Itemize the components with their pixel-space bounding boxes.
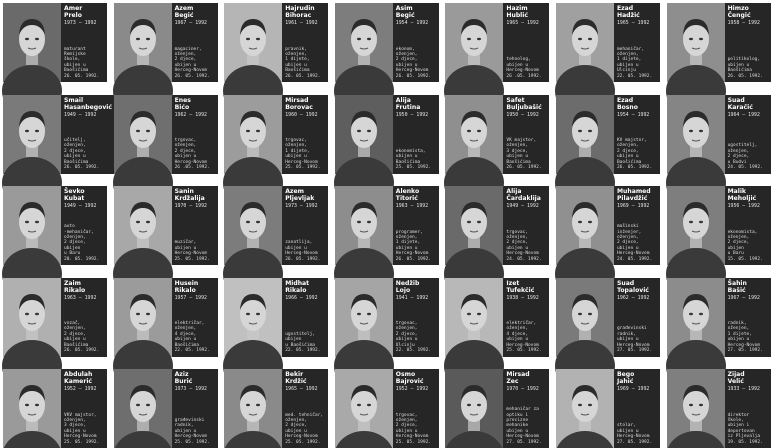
person-description: trgovac, oženjen, 2 djece, ubijen u Herceg-Novom 26 .05. 1992. [174,138,210,171]
person-description: direktor škole, ubijen i deportovan iz Pljevalja 19. 05. 1992. [727,412,763,445]
portrait-photo [114,3,172,82]
person-years: 1969 – 1992 [616,203,650,209]
person-years: 1949 – 1992 [506,203,539,209]
person-description: zanatlija, ubijen u Herceg-Novom 26. 05. 1992. [285,240,321,262]
person-info [393,186,439,265]
person-card [556,369,660,448]
person-description: električar, oženjen, 4 djece, ubijen u Baošićima 22. 05. 1992. [174,321,210,354]
portrait-photo [114,186,172,265]
portrait-photo [335,3,393,82]
person-years: 1965 – 1992 [616,20,650,26]
person-years: 1970 – 1992 [506,386,539,392]
person-name: Hajrudin Bihorac [285,5,315,19]
portrait-photo [667,369,725,448]
person-years: 1963 – 1992 [395,203,429,209]
person-description: učitelj, oženjen, 2 djece, ubijen u Baošićima 26. 05. 1992. [64,138,100,171]
person-description: ugostitelj, oženjen, 2 djece, u Budvi 24. 05. 1992. [727,143,763,171]
portrait-photo [335,369,393,448]
person-card [556,278,660,357]
person-card [3,278,107,357]
portrait-photo [445,278,503,357]
person-description: politikolog, ubijen u Baošićima 26. 05. 1992. [727,57,763,79]
person-description: ugostitelj, ubijen u Baošićima 22. 05. 1992. [285,331,321,354]
person-description: trgovac, oženjen, 2 djece, ubijen u Ulcinju 22. 05. 1992. [395,321,432,354]
person-years: 1973 – 1992 [64,20,97,26]
person-info [61,278,107,357]
person-card [556,95,660,174]
person-years: 1970 – 1992 [174,203,207,209]
person-info [614,278,660,357]
portrait-photo [335,95,393,174]
person-description: auto -mehaničar, oženjen, 2 djece, ubijen u Baru 20. 05. 1992. [64,224,100,262]
person-name: Alija Čardaklija [506,188,541,202]
person-years: 1967 – 1992 [727,294,760,301]
person-card [224,369,328,448]
person-years: 1952 – 1992 [395,386,429,392]
person-years: 1962 – 1992 [616,294,650,301]
person-years: 1964 – 1992 [727,111,760,118]
person-info [503,3,549,82]
person-years: 1952 – 1992 [64,386,97,392]
person-years: 1965 – 1992 [506,20,539,26]
person-description: VK majstor, oženjen, 3 djece, ubijen u Baošićima 26. 05. 1992. [506,138,542,171]
person-years: 1954 – 1992 [616,111,650,118]
person-card [335,3,439,82]
person-card [114,369,218,448]
person-card [224,95,328,174]
person-description: ekonomista, ubijen u Baošićima 25. 05. 1992. [395,148,432,171]
person-info [614,95,660,174]
person-name: Izet Tufekčić [506,279,535,294]
person-card [114,278,218,357]
person-info [61,186,107,265]
person-name: Abdulah Kamerić [64,371,93,385]
portrait-photo [335,278,393,357]
person-info [725,95,771,174]
person-card [445,278,549,357]
person-description: muzičar, ubijen u Herceg-Novom 25. 05. 1992. [174,240,210,262]
person-card [3,186,107,265]
person-years: 1958 – 1992 [727,20,760,26]
person-description: električar, oženjen, 4 djece, ubijen u Herceg-Novom 25. 05. 1992. [506,321,542,354]
person-card [445,186,549,265]
portrait-photo [445,3,503,82]
person-description: trgovac, oženjen, 1 dijete, ubijen u Herceg-Novom 25. 05. 1992. [285,138,321,171]
person-name: Husein Rikalo [174,279,199,294]
person-info [503,186,549,265]
person-name: Bekir Krdžić [285,371,307,385]
person-years: 1967 – 1992 [174,20,207,26]
person-info [61,95,114,174]
portrait-photo [556,186,614,265]
person-info [614,186,660,265]
person-description: med. tehničar, oženjen, 2 djece, ubijen u Herceg-Novom 25. 05. 1992. [285,412,324,445]
person-years: 1938 – 1992 [506,294,539,301]
person-name: Zaim Rikalo [64,279,86,294]
portrait-photo [445,95,503,174]
person-years: 1954 – 1992 [395,20,429,26]
person-years: 1965 – 1992 [285,386,318,392]
person-description: KV majstor, oženjen, 2 djece, ubijen u Baošićima 26. 05. 1992. [616,138,653,171]
person-info [725,369,771,448]
person-info [393,369,439,448]
person-info [393,278,439,357]
person-info [725,186,771,265]
person-name: Smail Hasanbegović [64,96,113,111]
person-description: maturant Remijske škole, ubijen u Baošićima 26. 05. 1992. [64,46,100,79]
portrait-photo [224,369,282,448]
person-description: ekonomista, oženjen, 2 djece, ubijen u Baru 15. 05. 1992. [727,229,763,262]
person-years: 1961 – 1992 [285,20,318,26]
portrait-photo [667,186,725,265]
person-description: stolar, ubijen u Herceg-Novom 27. 05. 1992. [616,423,653,445]
person-years: 1949 – 1992 [64,111,97,118]
person-description: ekonom, oženjen, 2 djece, ubijen u Herceg-Novom 26. 05. 1992. [395,46,432,79]
person-name: Himzo Čengić [727,5,751,19]
person-years: 1960 – 1992 [285,111,318,118]
person-description: vozač, oženjen, 2 djece, ubijen u Baošićima 26. 05. 1992. [64,321,100,354]
person-card [667,186,771,265]
person-description: VKV majstor, oženjen, 3 djece, ubijen u Herceg-Novom 25. 05. 1992. [64,412,100,445]
person-years: 1966 – 1992 [285,294,318,301]
person-name: Alenko Titorić [395,188,420,202]
portrait-photo [224,3,282,82]
person-card [556,3,660,82]
person-description: trgovac, oženjen, 2 djece, ubijen u Herceg-Novom 25. 05. 1992. [395,412,432,445]
person-info [614,369,660,448]
person-description: trgovac, oženjen, 2 djece, ubijen u Herceg-Novom 24. 05. 1992. [506,229,542,262]
person-info [725,278,771,357]
person-info [282,278,328,357]
person-info [172,278,218,357]
person-years: 1963 – 1992 [64,294,97,301]
portrait-photo [3,95,61,174]
person-name: Zijad Velić [727,371,745,385]
portrait-photo [3,369,61,448]
person-name: Suad Karačić [727,96,753,111]
person-years: 1949 – 1992 [64,203,97,209]
person-card [3,369,107,448]
person-years: 1957 – 1992 [174,294,207,301]
person-description: mehaničar, oženjen, 1 dijete, ubijen u Ulcinju 22. 05. 1992. [616,46,653,79]
portrait-photo [335,186,393,265]
person-name: Azem Begić [174,5,194,19]
person-years: 1956 – 1992 [727,203,760,209]
person-name: Alija Frutina [395,96,421,111]
portrait-photo [224,95,282,174]
person-name: Muhamed Pilavdžić [616,188,651,202]
person-card [335,186,439,265]
person-card [3,95,113,174]
person-info [172,95,218,174]
person-description: mašinski inženjer, oženjen, 2 djece, ubijen u Herceg-Novom 24. 05. 1992. [616,224,653,262]
portrait-photo [114,95,172,174]
person-card [667,95,771,174]
person-years: 1962 – 1992 [174,111,207,118]
person-description: tehnolog, ubijen u Herceg-Novom 26 .05. 1992. [506,57,542,79]
person-description: programer, oženjen, 1 dijete, ubijen u Herceg-Novom 26. 05. 1992. [395,229,432,262]
person-name: Hazim Hublić [506,5,528,19]
person-info [172,186,218,265]
person-info [61,3,107,82]
person-name: Sanin Krdžalija [174,188,205,202]
person-info [172,3,218,82]
person-card [445,95,549,174]
portrait-photo [667,95,725,174]
portrait-photo [114,278,172,357]
person-info [503,95,549,174]
portrait-photo [3,3,61,82]
person-name: Enes Bićo [174,96,191,111]
person-description: građevinski radnik, ubijen u Herceg-Novom 27. 05. 1992. [616,326,653,354]
person-info [503,369,549,448]
person-name: Ševko Kubat [64,188,85,202]
person-name: Aziz Burić [174,371,193,385]
person-card [445,3,549,82]
portrait-photo [445,369,503,448]
person-info [282,3,328,82]
person-years: 1933 – 1992 [727,386,760,392]
portrait-photo [3,278,61,357]
person-name: Amer Prelo [64,5,83,19]
person-years: 1941 – 1992 [395,294,429,301]
portrait-photo [556,95,614,174]
person-info [725,3,771,82]
person-name: Malik Meholjić [727,188,757,202]
person-info [393,3,439,82]
person-card [224,278,328,357]
portrait-photo [224,186,282,265]
person-years: 1969 – 1992 [616,386,650,392]
person-name: Bego Jahić [616,371,635,385]
portrait-photo [556,278,614,357]
person-name: Ezad Hadžić [616,5,640,19]
person-card [335,95,439,174]
person-card [335,278,439,357]
person-card [114,3,218,82]
person-info [282,95,328,174]
person-card [114,95,218,174]
person-info [503,278,549,357]
person-card [667,3,771,82]
portrait-photo [667,3,725,82]
portrait-photo [556,369,614,448]
portrait-photo [556,3,614,82]
portrait-photo [445,186,503,265]
person-name: Osmo Bajrović [395,371,424,385]
person-name: Mirsad Zec [506,371,530,385]
person-card [3,3,107,82]
person-years: 1973 – 1992 [285,203,318,209]
person-description: pravnik, oženjen, 1 dijete, ubijen u Baošićima 26. 05. 1992. [285,46,321,79]
portrait-photo [114,369,172,448]
person-card [556,186,660,265]
person-years: 1950 – 1992 [395,111,429,118]
person-name: Nedžib Lojo [395,279,420,294]
person-card [114,186,218,265]
person-description: mehaničar za optiku i precizne mehanike ubijen u Herceg-Novom 27. 05. 1992. [506,407,542,445]
person-card [335,369,439,448]
person-info [282,186,328,265]
person-name: Midhat Rikalo [285,279,310,294]
person-card [224,3,328,82]
person-description: građevinski radnik, ubijen u Herceg-Novom 25. 05. 1992. [174,417,210,445]
person-info [393,95,439,174]
person-card [445,369,549,448]
person-info [282,369,328,448]
person-name: Safet Buljubašić [506,96,542,111]
person-info [61,369,107,448]
person-name: Asim Begić [395,5,415,19]
person-info [172,369,218,448]
person-name: Šahin Bašić [727,279,747,294]
portrait-photo [667,278,725,357]
person-name: Azem Pljevljak [285,188,315,202]
person-info [614,3,660,82]
person-card [224,186,328,265]
person-years: 1973 – 1992 [174,386,207,392]
person-card [667,278,771,357]
person-description: radnik, oženjen, 1 dijete, ubijen u Herceg-Novom 27. 05. 1992. [727,321,763,354]
person-years: 1950 – 1992 [506,111,539,118]
person-description: magaciner, oženjen, 2 djece, ubijen u Herceg-Novom 26. 05. 1992. [174,46,210,79]
person-name: Suad Topalović [616,279,649,294]
person-name: Ezad Bosno [616,96,638,111]
portrait-photo [224,278,282,357]
portrait-photo [3,186,61,265]
person-card [667,369,771,448]
person-name: Mirsad Borovac [285,96,313,111]
